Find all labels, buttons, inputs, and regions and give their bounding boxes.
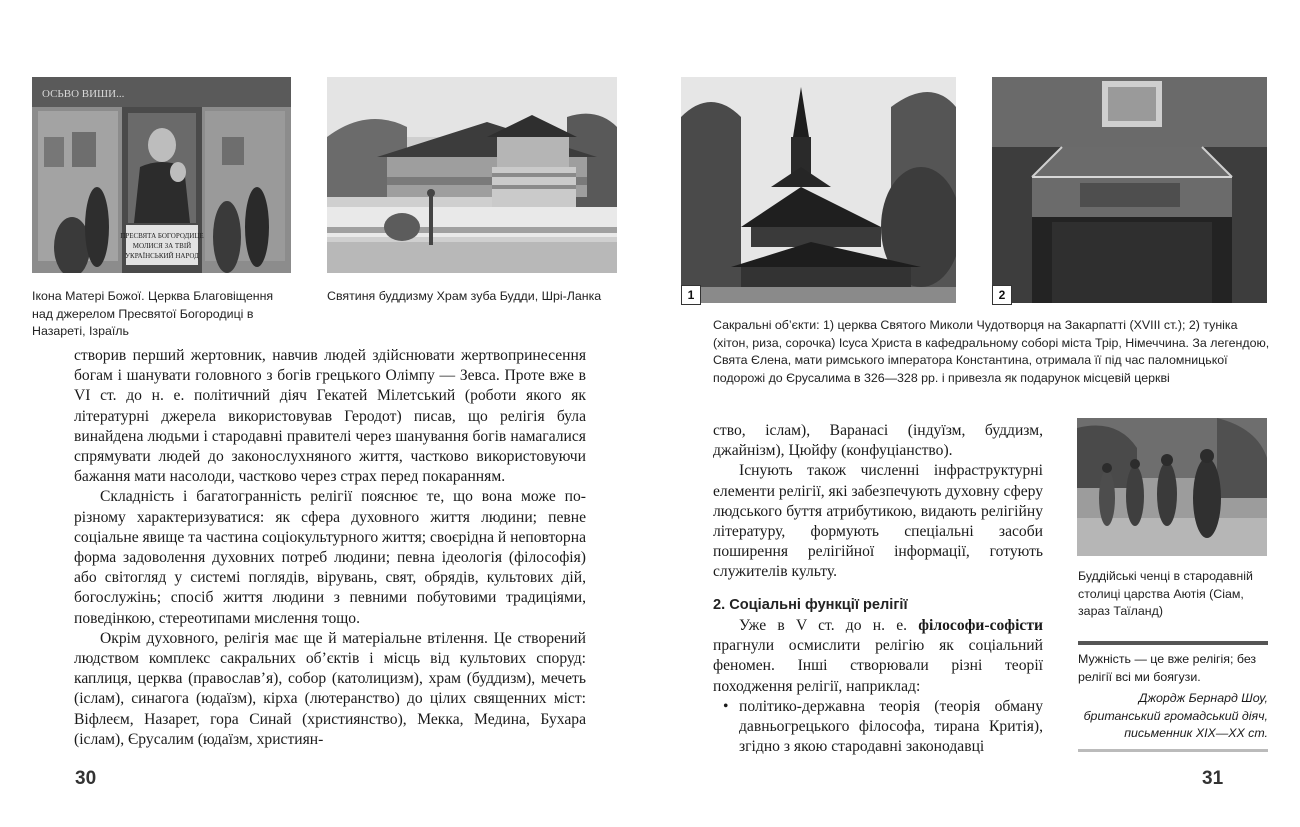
icon-inscription-line-1: ПРЕСВЯТА БОГОРОДИЦЕ xyxy=(120,232,204,240)
section-intro-term: філософи-софісти xyxy=(918,617,1043,634)
right-body-text-top xyxy=(713,421,1043,583)
section-heading: 2. Соціальні функції релігії xyxy=(713,597,908,613)
sacred-objects-caption: Сакральні об’єкти: 1) церква Святого Миколи Чудотворця на Закарпатті (XVIII ст.); 2) туніка (хітон, риза, сорочка) Ісуса Христа в кафедральному соборі міста Трір, Німеччина. За легендою, Свята Єлена, мати римського імператора Константина, отримала її під час паломницької подорожі до Єрусалима в 326—328 рр. і привезла як подарунок місцевій церкві xyxy=(713,318,1270,385)
list-item-text: політико-державна теорія (теорія обману давньогрецького філософа, тирана Критія), згідно з якою стародавні законодавці xyxy=(739,697,1043,756)
left-paragraph-1: створив перший жертовник, навчив людей здійснювати жертвопринесення богам і шанувати головного з богів грецького Олімпу — Зевса. Проте вже в VI ст. до н. е. політичний діяч Гекатей Мілетський (роботи якого як літературні джерела використовував Геродот) писав, що релігія була винайдена людьми і стародавні правителі через шанування богів намагалися спрямувати людей до законослухняного життя, частково використовуючи бажання мати насолоди, частково через страх перед покаранням. xyxy=(74,347,586,486)
icon-inscription-line-2: МОЛИСЯ ЗА ТВІЙ xyxy=(132,242,192,250)
monks-caption: Буддійські ченці в стародавній столиці царства Аютія (Сіам, зараз Таїланд) xyxy=(1078,569,1253,618)
bullet-dot: • xyxy=(723,697,729,715)
quote-rule-top xyxy=(1078,641,1268,645)
icon-inscription-line-3: УКРАЇНСЬКИЙ НАРОД xyxy=(125,252,199,260)
right-paragraph-infrastructure: Існують також численні інфраструктурні елементи релігії, які забезпечують духовну сферу людського буття атрибутикою, видають релігійну літературу, формують спеціальні засоби поширення релігійної інформації, готують служителів культу. xyxy=(713,462,1044,581)
quote-rule-bottom xyxy=(1078,749,1268,752)
photo-badge-2: 2 xyxy=(992,285,1012,305)
section-intro-paragraph xyxy=(713,616,1043,697)
page-number-left: 30 xyxy=(75,768,97,789)
left-paragraph-2: Складність і багатогранність релігії пояснює те, що вона може по-різному характеризуватися: як сфера духовного життя людини; певне соціальне явище та частина соціокультурного життя; своєрідна й неповторна форма задоволення духовних потреб людини; певна ідеологія (філософія) або світогляд у системі поглядів, вірувань, свят, обрядів, культових дій, богослужінь; спосіб життя людини з певними побутовими традиціями, поведінкою, стереотипами мислення тощо. xyxy=(74,488,586,627)
section-intro-before: Уже в V ст. до н. е. xyxy=(739,617,919,634)
quote-author: Джордж Бернард Шоу, британський громадський діяч, письменник XIX—XX ст. xyxy=(1083,691,1268,740)
monks-photo xyxy=(1077,418,1267,556)
icon-caption: Ікона Матері Божої. Церква Благовіщення над джерелом Пресвятої Богородиці в Назареті, Ізраїль xyxy=(32,289,274,338)
right-body-text-bottom xyxy=(713,616,1043,757)
quote-box xyxy=(1078,641,1268,752)
wooden-church-photo xyxy=(681,77,956,303)
temple-caption: Святиня буддизму Храм зуба Будди, Шрі-Ланка xyxy=(327,289,602,303)
theory-list xyxy=(723,697,1043,758)
quote-text: Мужність — це вже релігія; без релігії всі ми боягузи. xyxy=(1078,652,1257,684)
page-number-right: 31 xyxy=(1202,768,1224,789)
photo-badge-1: 1 xyxy=(681,285,701,305)
left-body-text xyxy=(74,346,586,750)
left-paragraph-3: Окрім духовного, релігія має ще й матеріальне втілення. Це створений людством комплекс сакральних об’єктів і місць від культових споруд: каплиця, церква (православ’я), собор (католицизм), храм (буддизм), мечеть (іслам), синагога (юдаїзм), кірха (лютеранство) до цілих священних міст: Віфлеєм, Назарет, гора Синай (християнство), Мекка, Медина, Бухара (іслам), Єрусалим (юдаїзм, християн- xyxy=(74,629,586,748)
right-page xyxy=(650,0,1300,827)
tunic-display-photo xyxy=(992,77,1267,303)
right-paragraph-continued: ство, іслам), Варанасі (індуїзм, буддизм, джайнізм), Цюйфу (конфуціанство). xyxy=(713,422,1043,460)
section-intro-after: прагнули осмислити релігію як соціальний феномен. Інші створювали різні теорії походження релігії, наприклад: xyxy=(713,637,1043,695)
list-item xyxy=(723,697,1043,758)
icon-mosaic-photo xyxy=(32,77,291,273)
temple-photo xyxy=(327,77,617,273)
icon-banner-text: ОСЬВО ВИШИ... xyxy=(42,88,125,100)
